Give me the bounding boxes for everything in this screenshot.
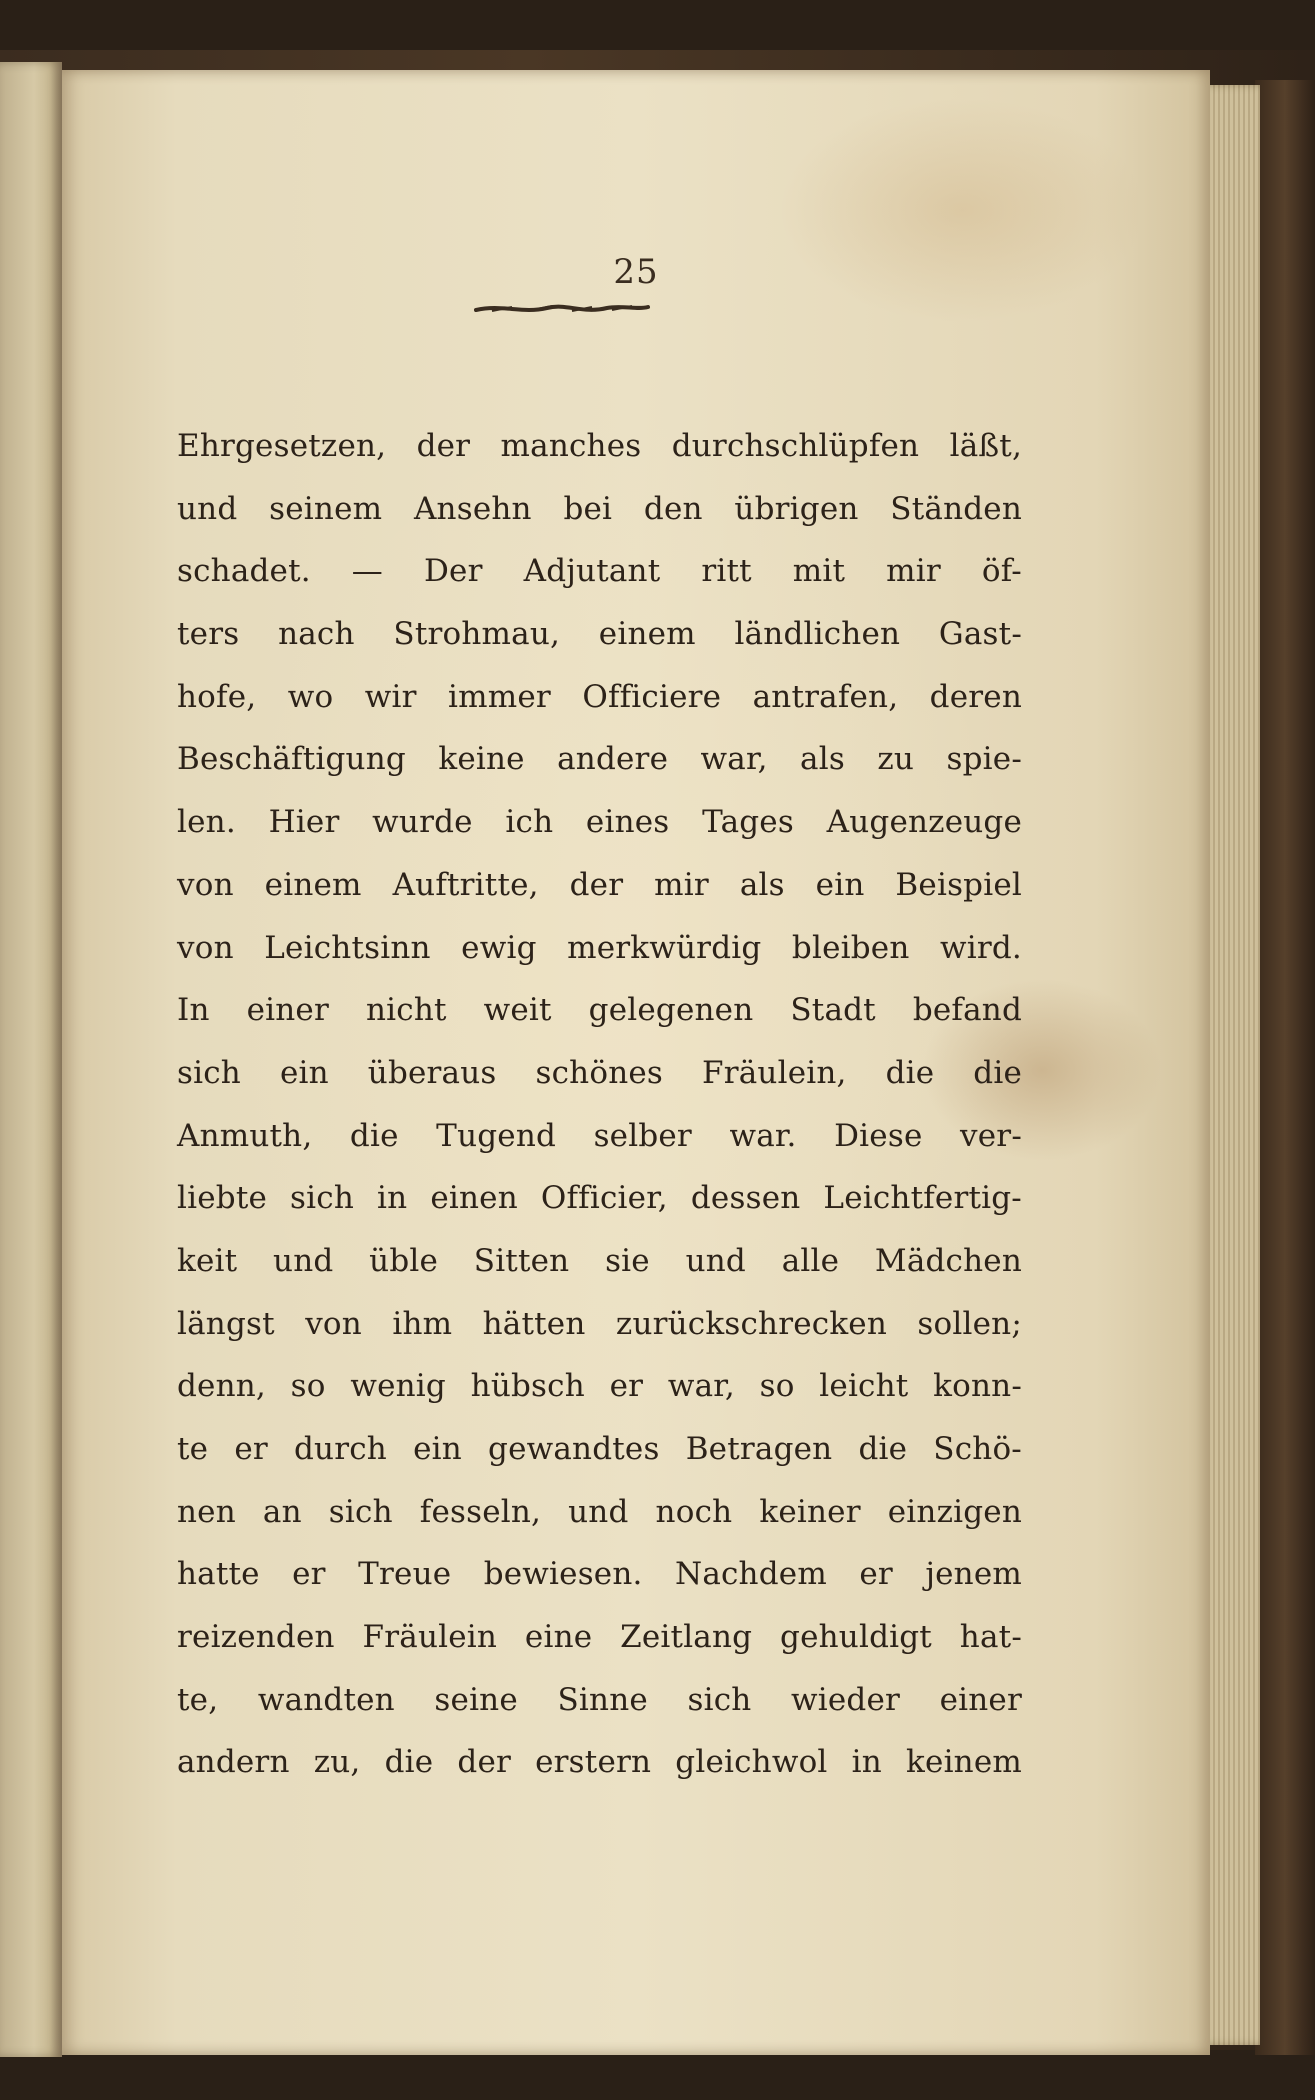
text-line: nen an sich fesseln, und noch keiner einzigen [177,1493,1022,1530]
book-page [62,70,1210,2055]
text-line: liebte sich in einen Officier, dessen Leichtfertig- [177,1180,1022,1217]
text-line: längst von ihm hätten zurückschrecken sollen; [177,1305,1022,1342]
ornament-rule-icon [472,298,652,320]
text-line: andern zu, die der erstern gleichwol in keinem [177,1744,1022,1781]
text-line: len. Hier wurde ich eines Tages Augenzeuge [177,804,1022,841]
text-line: Ehrgesetzen, der manches durchschlüpfen läßt, [177,428,1022,464]
text-line: ters nach Strohmau, einem ländlichen Gast- [177,616,1022,653]
text-line: te, wandten seine Sinne sich wieder einer [177,1681,1022,1718]
text-line: sich ein überaus schönes Fräulein, die die [177,1054,1022,1091]
text-line: von einem Auftritte, der mir als ein Beispiel [177,866,1022,903]
text-line: schadet. — Der Adjutant ritt mit mir öf- [177,553,1022,590]
text-line: denn, so wenig hübsch er war, so leicht konn- [177,1368,1022,1405]
text-line: hofe, wo wir immer Officiere antrafen, deren [177,678,1022,715]
page-number: 25 [613,252,659,292]
text-line: hatte er Treue bewiesen. Nachdem er jenem [177,1556,1022,1593]
body-text [177,415,1022,1794]
book-binding [1255,80,1315,2055]
text-line: te er durch ein gewandtes Betragen die Schö- [177,1431,1022,1467]
text-line: und seinem Ansehn bei den übrigen Ständen [177,490,1022,527]
text-line: Beschäftigung keine andere war, als zu spie- [177,741,1022,778]
text-line: von Leichtsinn ewig merkwürdig bleiben wird. [177,929,1022,966]
text-line: Anmuth, die Tugend selber war. Diese ver- [177,1117,1022,1154]
text-line: reizenden Fräulein eine Zeitlang gehuldigt hat- [177,1619,1022,1656]
text-line: keit und üble Sitten sie und alle Mädchen [177,1242,1022,1279]
text-line: In einer nicht weit gelegenen Stadt befand [177,992,1022,1029]
left-page-edge [0,62,62,2057]
